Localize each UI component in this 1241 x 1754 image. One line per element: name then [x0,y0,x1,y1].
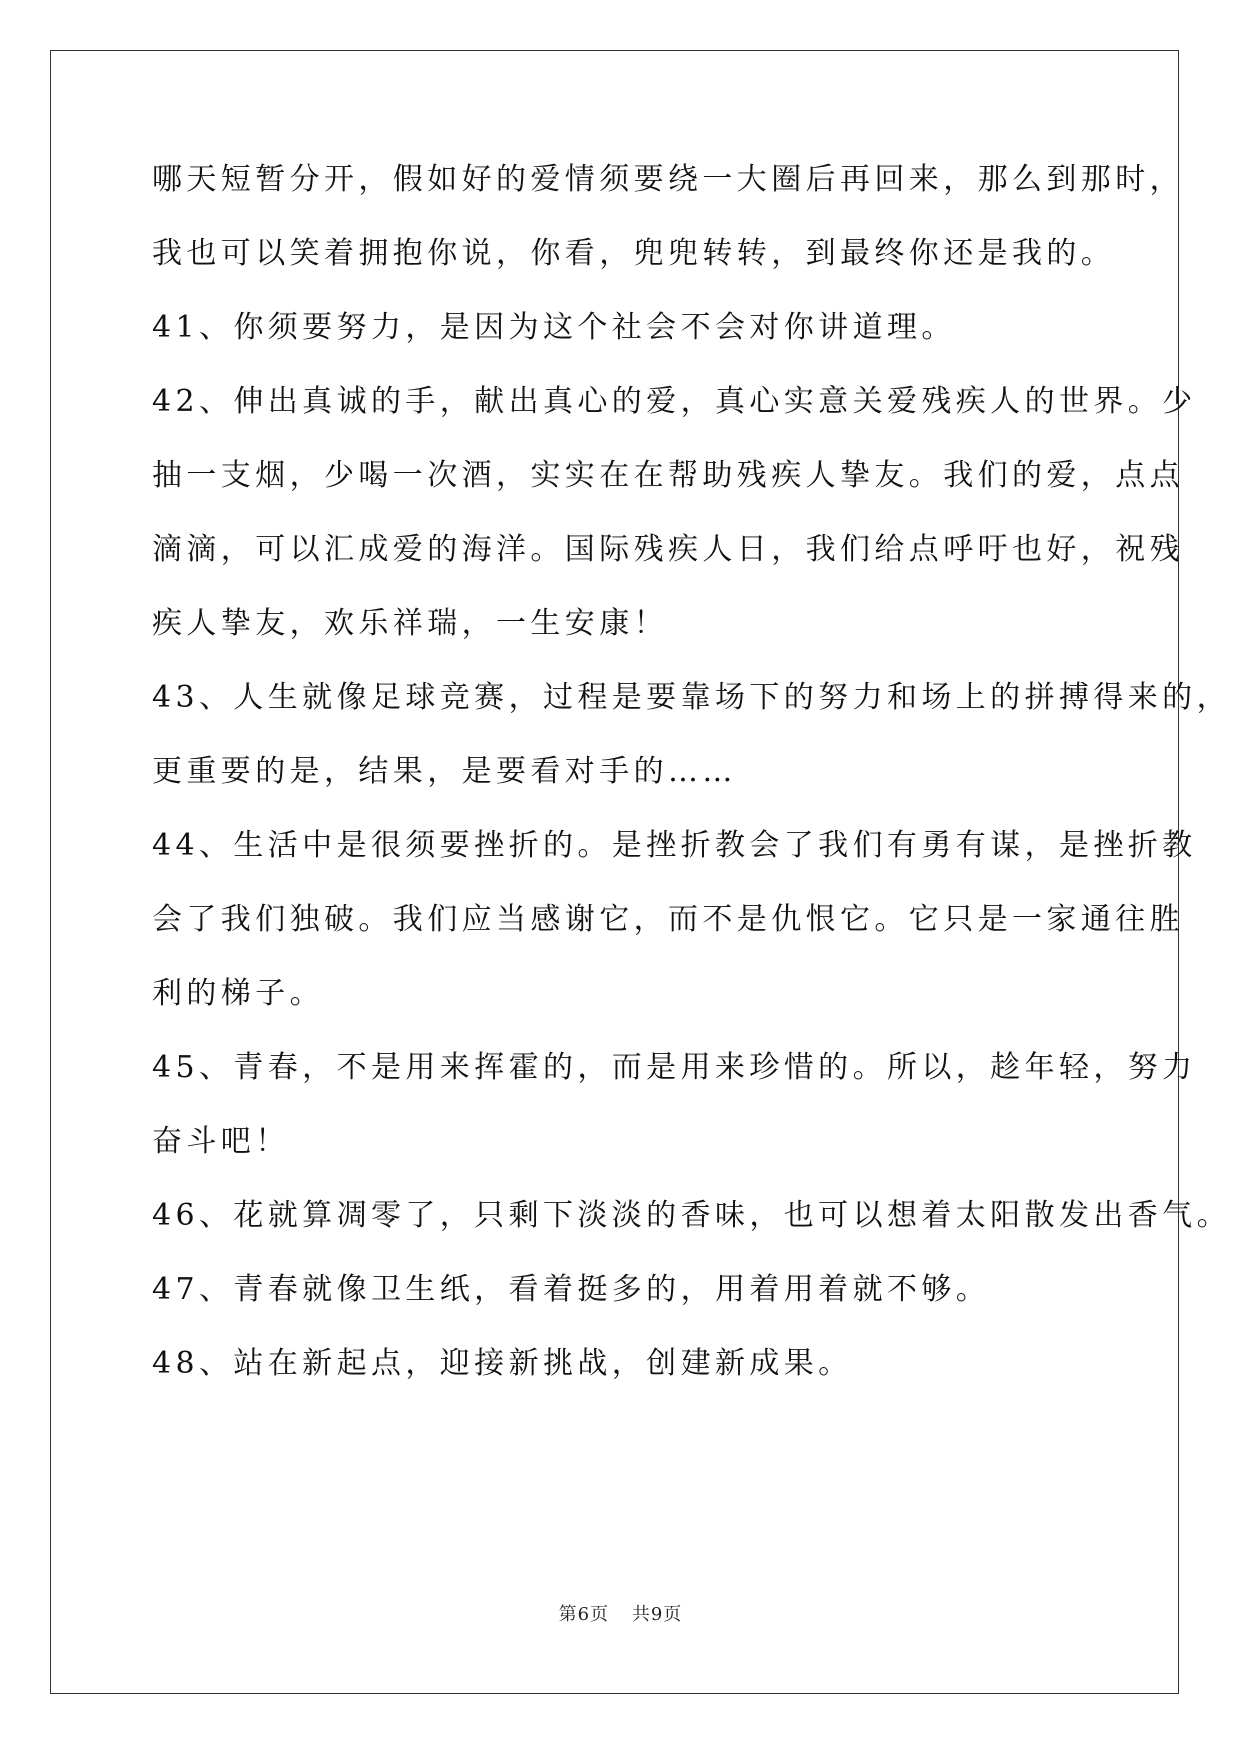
text-line: 43、人生就像足球竞赛，过程是要靠场下的努力和场上的拼搏得来的， [152,680,1231,715]
text-line: 47、青春就像卫生纸，看着挺多的，用着用着就不够。 [152,1272,991,1307]
text-line: 46、花就算凋零了，只剩下淡淡的香味，也可以想着太阳散发出香气。 [152,1198,1231,1233]
text-line: 奋斗吧！ [152,1124,290,1159]
page-footer [0,1600,1241,1626]
text-line: 抽一支烟，少喝一次酒，实实在在帮助残疾人挚友。我们的爱，点点 [152,458,1184,493]
text-line: 会了我们独破。我们应当感谢它，而不是仇恨它。它只是一家通往胜 [152,902,1184,937]
total-page-count: 共9页 [631,1604,683,1625]
text-line: 滴滴，可以汇成爱的海洋。国际残疾人日，我们给点呼吁也好，祝残 [152,532,1184,567]
current-page-number: 第6页 [558,1604,610,1625]
text-line: 更重要的是，结果，是要看对手的…… [152,754,737,789]
text-line: 45、青春，不是用来挥霍的，而是用来珍惜的。所以，趁年轻，努力 [152,1050,1197,1085]
text-line: 48、站在新起点，迎接新挑战，创建新成果。 [152,1346,853,1381]
text-line: 44、生活中是很须要挫折的。是挫折教会了我们有勇有谋，是挫折教 [152,828,1197,863]
page-border [50,50,1179,1694]
text-line: 利的梯子。 [152,976,324,1011]
text-line: 41、你须要努力，是因为这个社会不会对你讲道理。 [152,310,956,345]
text-line: 42、伸出真诚的手，献出真心的爱，真心实意关爱残疾人的世界。少 [152,384,1197,419]
text-line: 疾人挚友，欢乐祥瑞，一生安康！ [152,606,668,641]
text-line: 哪天短暂分开，假如好的爱情须要绕一大圈后再回来，那么到那时， [152,162,1184,197]
text-line: 我也可以笑着拥抱你说，你看，兜兜转转，到最终你还是我的。 [152,236,1116,271]
